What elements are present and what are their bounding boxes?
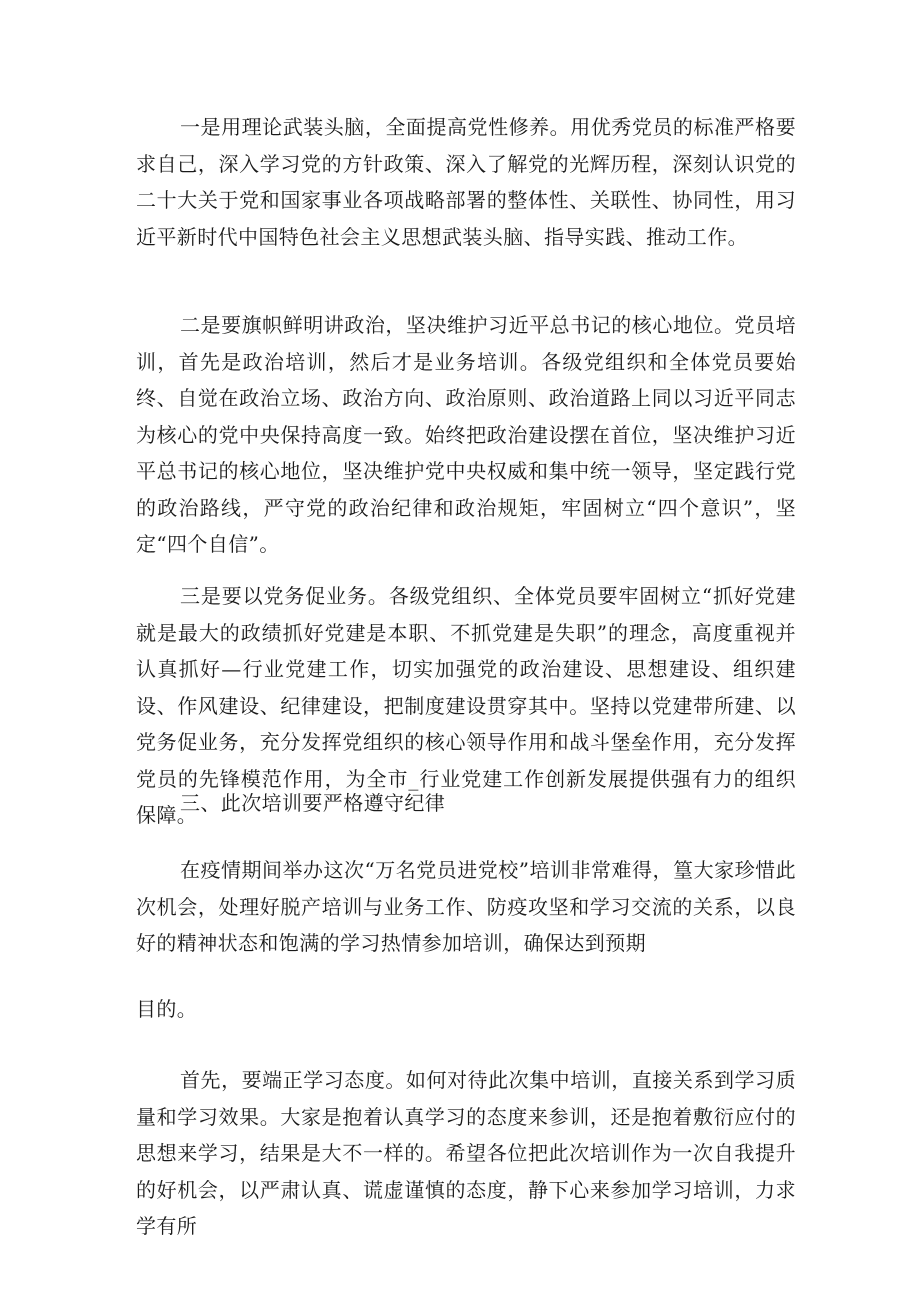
paragraph-training-opportunity: 在疫情期间举办这次“万名党员进党校”培训非常难得，篁大家珍惜此次机会，处理好脱产培训与业务工作、防疫攻坚和学习交流的关系，以良好的精神状态和饱满的学习热情参加培训，确保达到预期 bbox=[136, 858, 796, 955]
paragraph-politics: 二是要旗帜鲜明讲政治，坚决维护习近平总书记的核心地位。党员培训，首先是政治培训，然后才是业务培训。各级党组织和全体党员要始终、自觉在政治立场、政治方向、政治原则、政治道路上同以习近平同志为核心的党中央保持高度一致。始终把政治建设摆在首位，坚决维护习近平总书记的核心地位，坚决维护党中央权威和集中统一领导，坚定践行党的政治路线，严守党的政治纪律和政治规矩，牢固树立“四个意识”，坚定“四个自信”。 bbox=[136, 313, 796, 556]
paragraph-party-affairs: 三是要以党务促业务。各级党组织、全体党员要牢固树立“抓好党建就是最大的政绩抓好党建是本职、不抓党建是失职”的理念，高度重视并认真抓好—行业党建工作，切实加强党的政治建设、思想建设、组织建设、作风建设、纪律建设，把制度建设贯穿其中。坚持以党建带所建、以党务促业务，充分发挥党组织的核心领导作用和战斗堡垒作用，充分发挥党员的先锋模范作用，为全市_行业党建工作创新发展提供强有力的组织保障。 bbox=[136, 584, 796, 827]
paragraph-attitude: 首先，要端正学习态度。如何对待此次集中培训，直接关系到学习质量和学习效果。大家是抱着认真学习的态度来参训，还是抱着敷衍应付的思想来学习，结果是大不一样的。希望各位把此次培训作为一次自我提升的好机会，以严肃认真、谎虚谨慎的态度，静下心来参加学习培训，力求学有所 bbox=[136, 1068, 796, 1238]
paragraph-continuation: 目的。 bbox=[136, 997, 198, 1021]
section-heading-discipline: 三、此次培训要严格遵守纪律 bbox=[180, 791, 446, 815]
paragraph-theory: 一是用理论武装头脑，全面提高党性修养。用优秀党员的标准严格要求自己，深入学习党的方针政策、深入了解党的光辉历程，深刻认识党的二十大关于党和国家事业各项战略部署的整体性、关联性、协同性，用习近平新时代中国特色社会主义思想武装头脑、指导实践、推动工作。 bbox=[136, 115, 796, 249]
